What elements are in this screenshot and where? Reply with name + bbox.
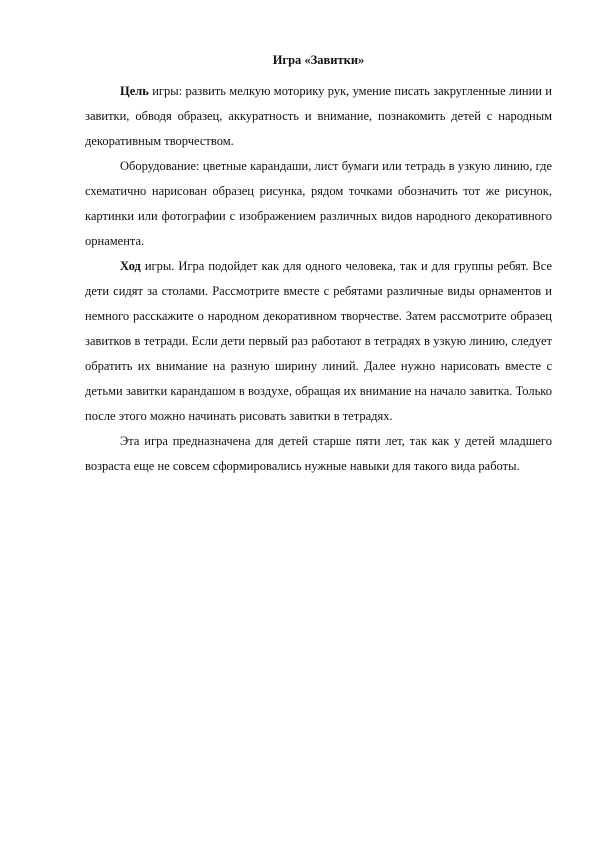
document-title: Игра «Завитки» — [272, 53, 365, 67]
paragraph-procedure-lead: Ход — [120, 259, 141, 273]
paragraph-age — [85, 429, 552, 479]
paragraph-equipment — [85, 154, 552, 254]
document-body — [85, 52, 552, 479]
paragraph-goal-lead: Цель — [120, 84, 149, 98]
paragraph-procedure-text: игры. Игра подойдет как для одного человека, так и для группы ребят. Все дети сидят за столами. Рассмотрите вместе с ребятами различные виды орнаментов и немного расскажите о народном декоративном творчестве. Затем рассмотрите образец завитков в тетради. Если дети первый раз работают в тетрадях в узкую линию, следует обратить их внимание на разную ширину линий. Далее нужно нарисовать вместе с детьми завитки карандашом в воздухе, обращая их внимание на начало завитка. Только после этого можно начинать рисовать завитки в тетрадях. — [85, 259, 552, 423]
paragraph-goal — [85, 79, 552, 154]
paragraph-equipment-text: Оборудование: цветные карандаши, лист бумаги или тетрадь в узкую линию, где схематично нарисован образец рисунка, рядом точками обозначить тот же рисунок, картинки или фотографии с изображением различных видов народного декоративного орнамента. — [85, 159, 552, 248]
paragraph-goal-text: игры: развить мелкую моторику рук, умение писать закругленные линии и завитки, обводя образец, аккуратность и внимание, познакомить детей с народным декоративным творчеством. — [85, 84, 552, 148]
paragraph-procedure — [85, 254, 552, 429]
paragraph-age-text: Эта игра предназначена для детей старше пяти лет, так как у детей младшего возраста еще не совсем сформировались нужные навыки для такого вида работы. — [85, 434, 552, 473]
